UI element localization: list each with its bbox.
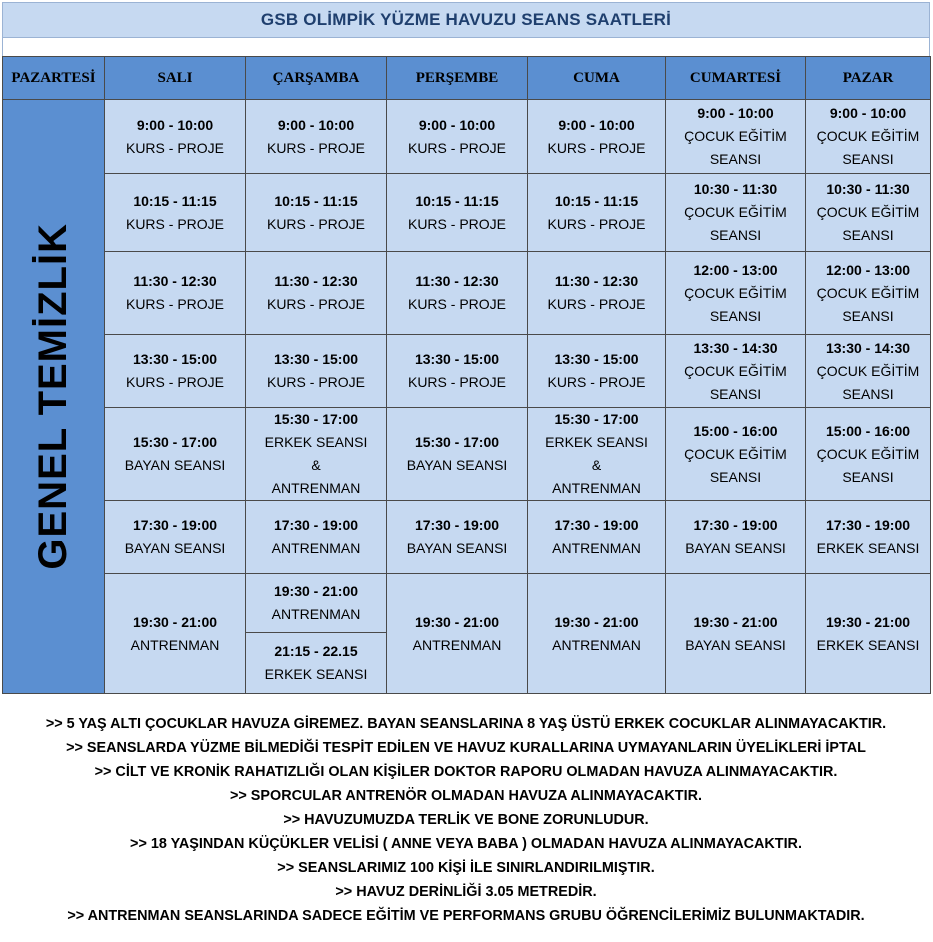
table-row: [3, 174, 931, 252]
session-time: 10:30 - 11:30: [693, 181, 778, 197]
session-type: BAYAN SEANSI: [406, 540, 508, 556]
schedule-cell: [105, 408, 246, 501]
session-type: KURS - PROJE: [547, 139, 646, 156]
schedule-cell: [528, 100, 666, 174]
session-time: 9:00 - 10:00: [277, 116, 355, 133]
session-type-amp: &: [591, 457, 602, 473]
session-time: 11:30 - 12:30: [415, 273, 499, 289]
rule-item: >> 5 YAŞ ALTI ÇOCUKLAR HAVUZA GİREMEZ. BAYAN SEANSLARINA 8 YAŞ ÜSTÜ ERKEK COCUKLAR ALINMAYACAKTIR.: [45, 716, 887, 732]
schedule-cell: [105, 174, 246, 252]
schedule-cell: [666, 252, 806, 335]
session-time: 13:30 - 14:30: [693, 339, 778, 356]
schedule-cell: [246, 574, 387, 633]
schedule-cell: [806, 408, 931, 501]
session-type: BAYAN SEANSI: [685, 540, 786, 556]
session-type: BAYAN SEANSI: [124, 540, 226, 556]
schedule-cell: [666, 100, 806, 174]
session-type-cont: ANTRENMAN: [552, 480, 641, 496]
session-type: BAYAN SEANSI: [685, 636, 786, 653]
session-type: ÇOCUK EĞİTİM: [684, 128, 787, 144]
rule-item: >> SEANSLARDA YÜZME BİLMEDİĞİ TESPİT EDİLEN VE HAVUZ KURALLARINA UYMAYANLARIN ÜYELİKLERİ İPTAL: [66, 740, 866, 756]
schedule-table: [2, 56, 931, 694]
schedule-cell: [387, 501, 528, 574]
session-type: KURS - PROJE: [407, 296, 506, 312]
session-type-cont: SEANSI: [709, 468, 762, 485]
day-header-carsamba: ÇARŞAMBA: [246, 57, 387, 100]
schedule-cell: [387, 574, 528, 694]
session-time: 9:00 - 10:00: [136, 116, 214, 133]
table-row: [3, 408, 931, 501]
rule-item: >> HAVUZUMUZDA TERLİK VE BONE ZORUNLUDUR.: [283, 812, 649, 828]
schedule-cell: [246, 252, 387, 335]
session-type: KURS - PROJE: [266, 296, 365, 312]
session-time: 9:00 - 10:00: [697, 105, 774, 121]
schedule-cell: [806, 100, 931, 174]
session-time: 19:30 - 21:00: [414, 613, 500, 630]
session-type: BAYAN SEANSI: [406, 457, 508, 473]
schedule-cell: [528, 252, 666, 335]
session-time: 13:30 - 15:00: [414, 351, 500, 367]
monday-label: GENEL TEMİZLİK: [31, 223, 75, 570]
day-header-cuma: CUMA: [528, 57, 666, 100]
schedule-cell: [666, 174, 806, 252]
session-type-cont: ANTRENMAN: [271, 480, 361, 496]
session-type: ÇOCUK EĞİTİM: [684, 284, 787, 301]
session-type: ÇOCUK EĞİTİM: [684, 204, 787, 220]
rule-item: >> SPORCULAR ANTRENÖR OLMADAN HAVUZA ALINMAYACAKTIR.: [230, 788, 702, 804]
session-time: 19:30 - 21:00: [554, 613, 639, 630]
session-time: 15:00 - 16:00: [693, 422, 778, 439]
session-type-cont: SEANSI: [709, 151, 762, 167]
session-type: KURS - PROJE: [547, 296, 646, 312]
session-type: KURS - PROJE: [125, 296, 224, 312]
schedule-cell: [105, 501, 246, 574]
rule-item: >> ANTRENMAN SEANSLARINDA SADECE EĞİTİM VE PERFORMANS GRUBU ÖĞRENCİLERİMİZ BULUNMAKTADIR.: [67, 908, 865, 924]
rule-item: >> HAVUZ DERİNLİĞİ 3.05 METREDİR.: [335, 884, 597, 900]
session-time: 15:00 - 16:00: [825, 422, 911, 439]
session-time: 17:30 - 19:00: [132, 517, 218, 533]
day-header-persembe: PERŞEMBE: [387, 57, 528, 100]
schedule-cell: [387, 408, 528, 501]
schedule-cell: [105, 335, 246, 408]
session-type-cont: SEANSI: [842, 227, 894, 243]
schedule-cell: [246, 174, 387, 252]
session-type: KURS - PROJE: [125, 374, 224, 390]
schedule-cell: [528, 335, 666, 408]
day-header-cumartesi: CUMARTESİ: [666, 57, 806, 100]
schedule-cell: [806, 501, 931, 574]
table-row: [3, 501, 931, 574]
session-type: ERKEK SEANSI: [545, 434, 648, 450]
schedule-cell: [806, 174, 931, 252]
schedule-cell: [666, 501, 806, 574]
header-row: [3, 57, 931, 100]
session-time: 17:30 - 19:00: [693, 517, 778, 533]
session-time: 19:30 - 21:00: [132, 613, 218, 630]
session-type: ÇOCUK EĞİTİM: [816, 445, 920, 462]
session-time: 21:15 - 22.15: [274, 643, 358, 659]
schedule-cell: [806, 335, 931, 408]
schedule-cell: [806, 574, 931, 694]
session-type: KURS - PROJE: [266, 215, 365, 232]
schedule-cell: [387, 100, 528, 174]
session-type-amp: &: [311, 457, 321, 473]
schedule-cell: [528, 574, 666, 694]
monday-cleaning-cell: [3, 100, 105, 694]
session-type: KURS - PROJE: [266, 374, 365, 390]
session-time: 10:30 - 11:30: [826, 181, 910, 197]
session-time: 9:00 - 10:00: [829, 105, 907, 121]
session-type: ÇOCUK EĞİTİM: [816, 284, 920, 301]
session-type: KURS - PROJE: [407, 374, 506, 390]
session-time: 11:30 - 12:30: [274, 273, 358, 289]
schedule-cell: [105, 574, 246, 694]
schedule-cell: [246, 335, 387, 408]
page-title: GSB OLİMPİK YÜZME HAVUZU SEANS SAATLERİ: [2, 2, 930, 38]
session-type: ANTRENMAN: [552, 636, 641, 653]
session-type: ANTRENMAN: [271, 540, 361, 556]
session-type: KURS - PROJE: [125, 139, 224, 156]
session-time: 13:30 - 15:00: [132, 351, 218, 367]
schedule-cell: [246, 501, 387, 574]
session-type: KURS - PROJE: [547, 215, 646, 232]
session-time: 9:00 - 10:00: [418, 116, 496, 133]
session-time: 17:30 - 19:00: [273, 517, 359, 533]
session-time: 9:00 - 10:00: [558, 116, 635, 133]
session-type: KURS - PROJE: [125, 215, 224, 232]
session-type: ERKEK SEANSI: [264, 434, 368, 450]
rule-item: >> CİLT VE KRONİK RAHATIZLIĞI OLAN KİŞİLER DOKTOR RAPORU OLMADAN HAVUZA ALINMAYACAKTIR.: [94, 764, 838, 780]
session-type: KURS - PROJE: [266, 139, 365, 156]
session-time: 11:30 - 12:30: [554, 273, 639, 289]
session-time: 15:30 - 17:00: [132, 434, 218, 450]
session-time: 15:30 - 17:00: [554, 411, 639, 427]
session-time: 15:30 - 17:00: [414, 434, 500, 450]
session-time: 12:00 - 13:00: [693, 261, 778, 278]
schedule-cell: [528, 408, 666, 501]
session-time: 17:30 - 19:00: [554, 517, 639, 533]
schedule-cell: [666, 574, 806, 694]
session-time: 19:30 - 21:00: [693, 613, 778, 630]
schedule-cell: [246, 633, 387, 694]
session-type-cont: SEANSI: [842, 307, 894, 324]
session-time: 13:30 - 15:00: [273, 351, 359, 367]
session-type: ÇOCUK EĞİTİM: [684, 362, 787, 379]
session-time: 10:15 - 11:15: [274, 192, 358, 209]
session-type-cont: SEANSI: [709, 385, 762, 402]
table-row: [3, 574, 931, 633]
session-type: ÇOCUK EĞİTİM: [816, 362, 920, 379]
session-time: 10:15 - 11:15: [415, 192, 499, 209]
table-row: [3, 252, 931, 335]
session-time: 13:30 - 15:00: [554, 351, 639, 367]
session-time: 11:30 - 12:30: [133, 273, 217, 289]
session-type: ERKEK SEANSI: [264, 666, 368, 682]
session-time: 10:15 - 11:15: [133, 192, 217, 209]
day-header-pazar: PAZAR: [806, 57, 931, 100]
schedule-cell: [246, 408, 387, 501]
schedule-cell: [387, 174, 528, 252]
session-time: 15:30 - 17:00: [273, 411, 359, 427]
session-type: KURS - PROJE: [407, 215, 506, 232]
session-type: ANTRENMAN: [271, 606, 361, 622]
session-type: ERKEK SEANSI: [816, 636, 920, 653]
schedule-cell: [387, 252, 528, 335]
session-type: BAYAN SEANSI: [124, 457, 226, 473]
session-time: 19:30 - 21:00: [825, 613, 911, 630]
table-row: [3, 100, 931, 174]
schedule-cell: [528, 174, 666, 252]
session-time: 13:30 - 14:30: [825, 339, 911, 356]
session-time: 10:15 - 11:15: [554, 192, 639, 209]
schedule-cell: [666, 335, 806, 408]
session-time: 17:30 - 19:00: [825, 517, 911, 533]
session-time: 19:30 - 21:00: [273, 583, 359, 599]
session-type: ÇOCUK EĞİTİM: [684, 445, 787, 462]
session-type-cont: SEANSI: [842, 385, 894, 402]
schedule-cell: [528, 501, 666, 574]
session-type: ANTRENMAN: [412, 636, 502, 653]
session-type-cont: SEANSI: [709, 227, 762, 243]
rules-list: [2, 712, 930, 928]
rule-item: >> SEANSLARIMIZ 100 KİŞİ İLE SINIRLANDIRILMIŞTIR.: [277, 860, 655, 876]
session-time: 17:30 - 19:00: [414, 517, 500, 533]
day-header-pazartesi: PAZARTESİ: [3, 57, 105, 100]
session-type-cont: SEANSI: [842, 151, 894, 167]
schedule-cell: [387, 335, 528, 408]
schedule-cell: [666, 408, 806, 501]
table-row: [3, 335, 931, 408]
spacer-row: [2, 38, 930, 56]
schedule-cell: [806, 252, 931, 335]
session-type: KURS - PROJE: [547, 374, 646, 390]
session-type-cont: SEANSI: [842, 468, 894, 485]
session-type: ÇOCUK EĞİTİM: [816, 128, 920, 144]
session-time: 12:00 - 13:00: [825, 261, 911, 278]
schedule-cell: [105, 100, 246, 174]
session-type: ERKEK SEANSI: [816, 540, 920, 556]
session-type: ÇOCUK EĞİTİM: [816, 204, 920, 220]
schedule-cell: [105, 252, 246, 335]
day-header-sali: SALI: [105, 57, 246, 100]
session-type: ANTRENMAN: [130, 636, 220, 653]
session-type-cont: SEANSI: [709, 307, 762, 324]
session-type: KURS - PROJE: [407, 139, 506, 156]
schedule-cell: [246, 100, 387, 174]
rule-item: >> 18 YAŞINDAN KÜÇÜKLER VELİSİ ( ANNE VEYA BABA ) OLMADAN HAVUZA ALINMAYACAKTIR.: [130, 836, 802, 852]
session-type: ANTRENMAN: [552, 540, 641, 556]
